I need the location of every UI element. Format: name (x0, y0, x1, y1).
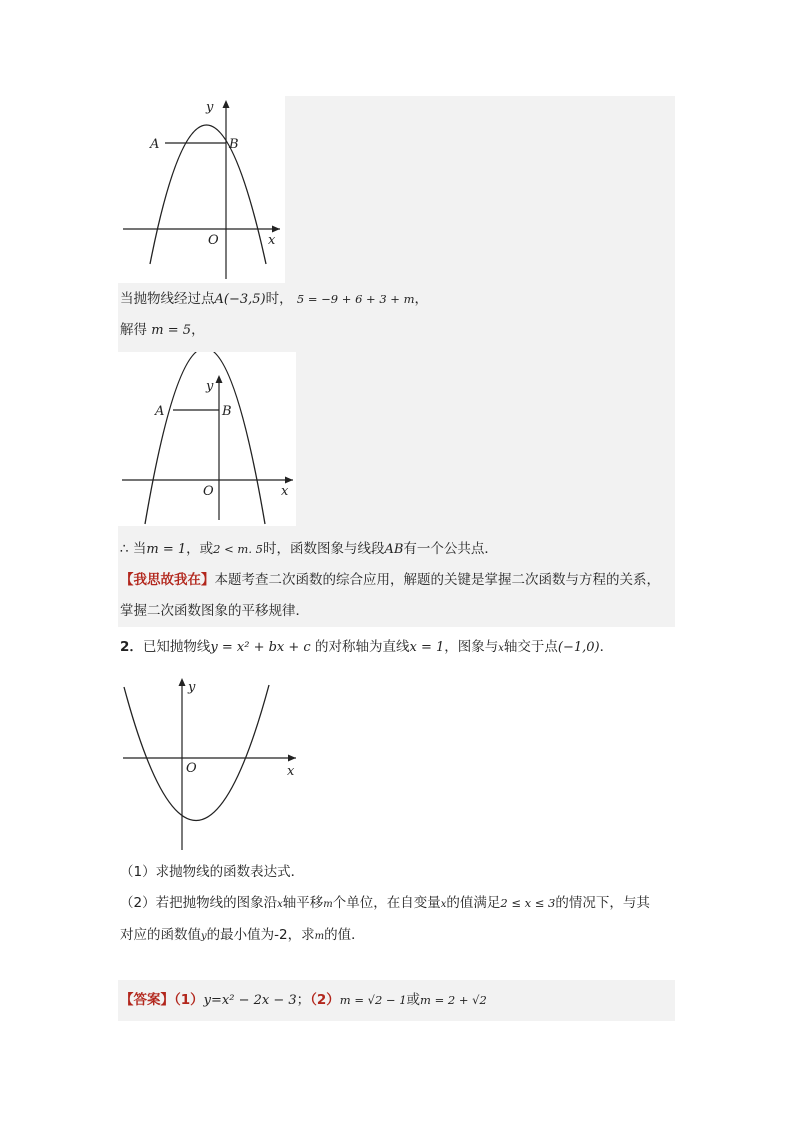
parabola-graph-1 (118, 96, 285, 283)
label-b: B (222, 404, 232, 419)
comment-line-2: 掌握二次函数图象的平移规律． (120, 603, 309, 619)
x-axis-arrow (272, 226, 280, 233)
figure-parabola-3 (118, 675, 298, 855)
answer-tag: 【答案】 (120, 992, 174, 1008)
comment-tag: 【我思故我在】 (120, 572, 215, 588)
label-x: x (268, 233, 276, 248)
x-axis-arrow (288, 755, 296, 762)
question-2-line-1: （2）若把抛物线的图象沿x轴平移m个单位，在自变量x的值满足2 ≤ x ≤ 3的情况下，与其 (120, 895, 650, 911)
y-axis-arrow (179, 678, 186, 686)
label-a: A (150, 137, 160, 152)
label-y: y (188, 680, 196, 695)
label-a: A (155, 404, 165, 419)
text-line-1: 当抛物线经过点A(−3,5)时， 5 = −9 + 6 + 3 + m， (120, 291, 429, 307)
label-y: y (206, 379, 214, 394)
label-y: y (206, 100, 214, 115)
parabola-curve (124, 685, 269, 821)
comment-line-1: 【我思故我在】本题考查二次函数的综合应用，解题的关键是掌握二次函数与方程的关系， (120, 572, 660, 588)
parabola-graph-2 (118, 352, 296, 526)
y-axis-arrow (223, 100, 230, 108)
parabola-graph-3 (118, 675, 298, 855)
x-axis-arrow (285, 477, 293, 484)
answer-line: 【答案】（1）y=x² − 2x − 3；（2）m = √2 − 1或m = 2 + √2 (120, 992, 487, 1008)
y-axis-arrow (216, 375, 223, 383)
figure-parabola-2 (118, 352, 296, 526)
label-x: x (281, 484, 289, 499)
label-b: B (229, 137, 239, 152)
label-x: x (287, 764, 295, 779)
label-o: O (186, 761, 197, 776)
text-line-2: 解得 m = 5， (120, 322, 205, 338)
problem-2-statement: 2．已知抛物线y = x² + bx + c 的对称轴为直线x = 1，图象与x轴交于点(−1,0)． (120, 639, 614, 655)
label-o: O (203, 484, 214, 499)
figure-parabola-1 (118, 96, 285, 283)
label-o: O (208, 233, 219, 248)
question-2-line-2: 对应的函数值y的最小值为-2，求m的值． (120, 927, 365, 943)
text-line-3: ∴ 当m = 1，或2 < m. 5时，函数图象与线段AB有一个公共点． (120, 541, 498, 557)
question-1: （1）求抛物线的函数表达式． (120, 864, 305, 880)
